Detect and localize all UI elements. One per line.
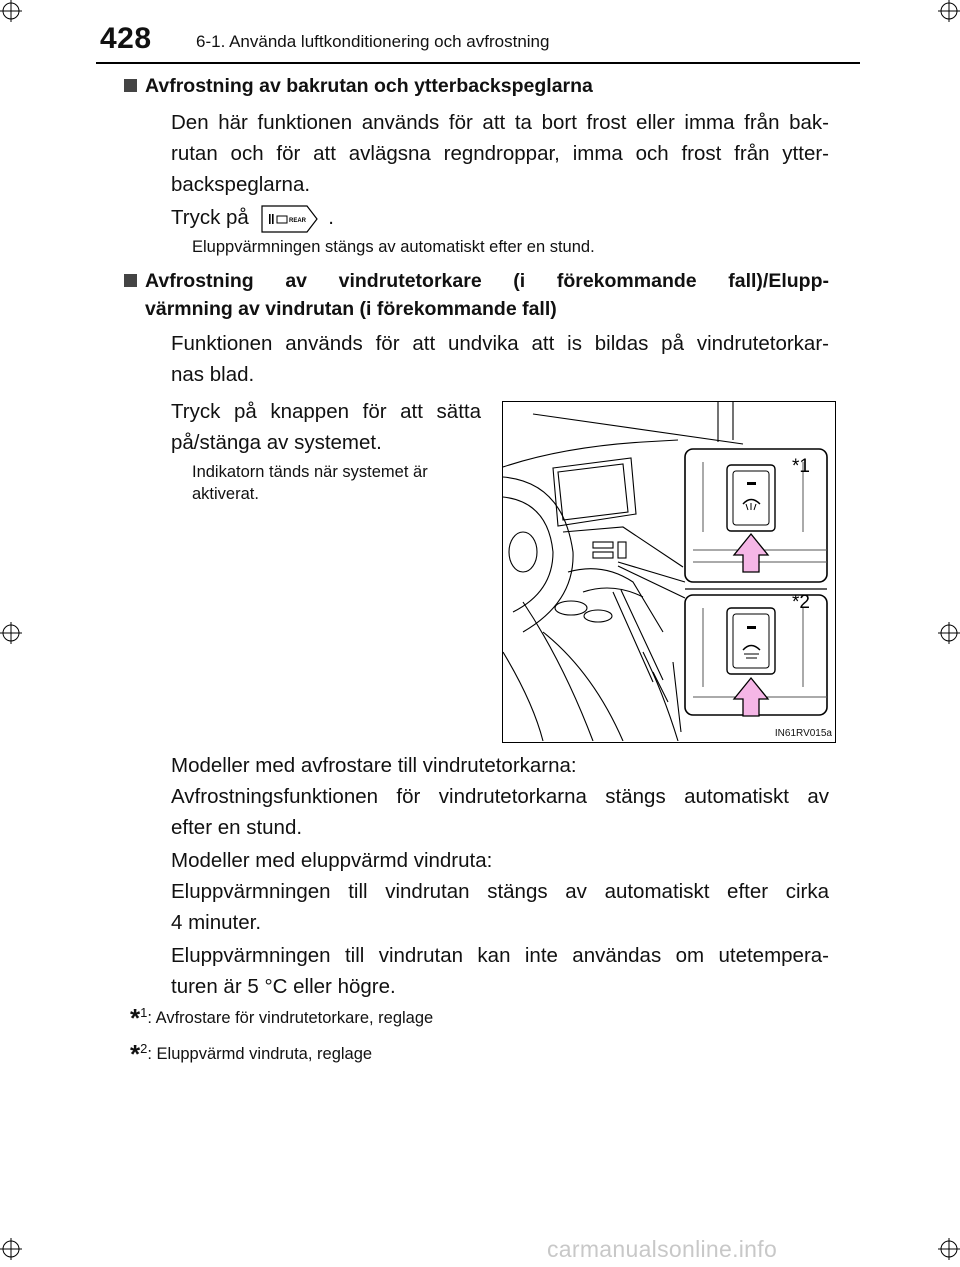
note: Eluppvärmningen stängs av automatiskt efter en stund. [192, 238, 595, 256]
body-line: Modeller med eluppvärmd vindruta: [171, 849, 493, 872]
body-line: Modeller med avfrostare till vindrutetorkarna: [171, 754, 577, 777]
footnote-text: : Eluppvärmd vindruta, reglage [147, 1045, 373, 1063]
heading-text: Avfrostning av vindrutetorkare (i förekommande fall)/Elupp- [145, 270, 829, 292]
body-line: turen är 5 °C eller högre. [171, 975, 396, 998]
section-heading-rear-defogger [145, 72, 593, 100]
body-line: rutan och för att avlägsna regndroppar, imma och frost från ytter- [171, 142, 829, 165]
body-line: Eluppvärmningen till vindrutan stängs av automatiskt efter cirka [171, 880, 829, 903]
chapter-title: 6-1. Använda luftkonditionering och avfrostning [196, 32, 550, 51]
footnote-number: 1 [140, 1005, 148, 1020]
header-rule [96, 62, 860, 64]
footnote [130, 1039, 373, 1069]
registration-mark-icon [938, 622, 960, 644]
press-suffix: . [328, 206, 334, 229]
footnote-mark: * [130, 1039, 141, 1069]
registration-mark-icon [0, 1238, 22, 1260]
body-line: 4 minuter. [171, 911, 262, 934]
rear-button-label: REAR [288, 217, 306, 224]
heading-text-cont: värmning av vindrutan (i förekommande fall) [145, 298, 557, 320]
registration-mark-icon [938, 1238, 960, 1260]
footnote [130, 1003, 434, 1033]
body-line: Eluppvärmningen till vindrutan kan inte användas om utetempera- [171, 944, 829, 967]
figure-code: IN61RV015a [774, 728, 832, 739]
note: aktiverat. [192, 485, 259, 503]
press-instruction [171, 202, 829, 233]
body-line: Avfrostningsfunktionen för vindrutetorkarna stängs automatiskt av [171, 785, 829, 808]
footnote-number: 2 [140, 1041, 148, 1056]
body-line: efter en stund. [171, 816, 303, 839]
registration-mark-icon [0, 622, 22, 644]
body-line: Funktionen används för att undvika att is bildas på vindrutetorkar- [171, 332, 829, 355]
press-prefix: Tryck på [171, 206, 249, 229]
body-line: på/stänga av systemet. [171, 431, 382, 454]
callout-2: *2 [792, 592, 810, 613]
body-line: backspeglarna. [171, 173, 311, 196]
dashboard-drawing [503, 402, 834, 741]
note: Indikatorn tänds när systemet är [192, 463, 428, 481]
registration-mark-icon [938, 0, 960, 22]
footnote-text: : Avfrostare för vindrutetorkare, reglage [147, 1009, 434, 1027]
bullet-square-icon [124, 274, 137, 287]
body-line: Den här funktionen används för att ta bort frost eller imma från bak- [171, 111, 829, 134]
bullet-square-icon [124, 79, 137, 92]
registration-mark-icon [0, 0, 22, 22]
footnote-mark: * [130, 1003, 141, 1033]
page-number: 428 [100, 22, 152, 55]
section-heading-wiper-deicer [145, 267, 829, 295]
dashboard-illustration [502, 401, 836, 743]
heading-text: Avfrostning av bakrutan och ytterbackspeglarna [145, 75, 593, 97]
rear-defogger-button-icon [261, 205, 319, 233]
inset-panels [685, 449, 827, 715]
callout-1: *1 [792, 456, 810, 477]
watermark: carmanualsonline.info [547, 1236, 778, 1262]
body-line: nas blad. [171, 363, 255, 386]
body-line: Tryck på knappen för att sätta [171, 400, 481, 423]
